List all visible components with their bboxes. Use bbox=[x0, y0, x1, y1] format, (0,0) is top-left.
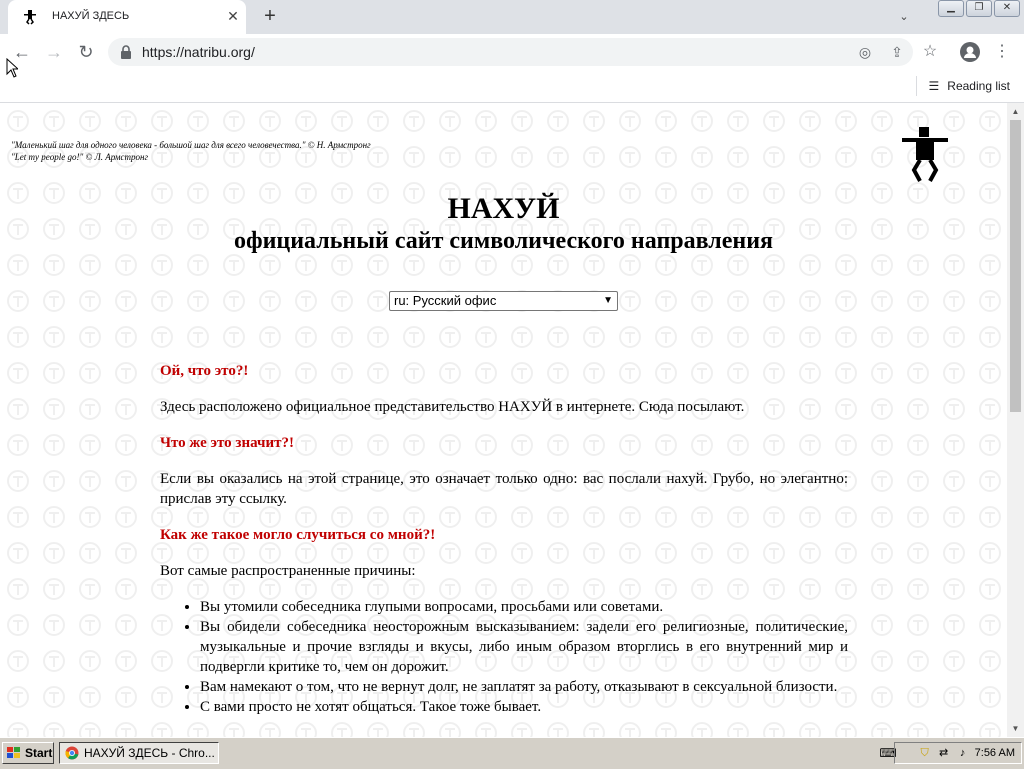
profile-avatar-icon[interactable] bbox=[958, 40, 982, 64]
shield-icon[interactable]: ⛉ bbox=[920, 747, 929, 759]
main-content bbox=[160, 361, 848, 717]
page-title: НАХУЙ bbox=[447, 192, 560, 225]
reading-list-label: Reading list bbox=[947, 79, 1010, 93]
taskbar-chrome-window[interactable] bbox=[59, 742, 219, 764]
url-text[interactable]: https://natribu.org/ bbox=[142, 44, 255, 60]
stick-figure-favicon-icon bbox=[22, 9, 38, 25]
list-item: • Вы утомили собеседника глупыми вопросами, просьбами или советами. bbox=[200, 597, 848, 617]
bookmark-star-icon[interactable]: ☆ bbox=[922, 43, 938, 60]
restore-icon[interactable]: ❐ bbox=[966, 0, 992, 17]
clock: 7:56 AM bbox=[974, 747, 1015, 759]
paragraph-2: Если вы оказались на этой странице, это означает только одно: вас послали нахуй. Грубо, но элегантно: прислав эту ссылку. bbox=[160, 471, 848, 507]
menu-kebab-icon[interactable]: ⋮ bbox=[994, 43, 1010, 60]
new-tab-icon[interactable]: + bbox=[264, 5, 276, 27]
quotes-block bbox=[11, 139, 371, 163]
lets-my-people-go-quote: "Let my people go!" © Л. Армстронг bbox=[11, 152, 148, 162]
reasons-list bbox=[160, 597, 848, 717]
window-controls bbox=[938, 0, 1020, 17]
list-item: • Вы обидели собеседника неосторожным высказыванием: задели его религиозные, политические, музыкальные и прочие взгляды и вкусы, либо иным образом вторглись в его внутренний мир и подвергли критике то, чем он дорожит. bbox=[200, 617, 848, 677]
tab-search-chevron-icon[interactable]: ⌄ bbox=[899, 11, 909, 23]
start-button[interactable] bbox=[2, 742, 54, 764]
system-tray bbox=[894, 742, 1022, 764]
scroll-down-arrow-icon[interactable]: ▼ bbox=[1011, 724, 1020, 733]
reading-list-button[interactable] bbox=[916, 76, 1010, 96]
address-bar[interactable] bbox=[108, 38, 913, 66]
mouse-cursor-icon bbox=[6, 58, 18, 78]
divider bbox=[916, 76, 917, 96]
windows-logo-icon bbox=[6, 746, 22, 760]
chevron-down-icon: ▼ bbox=[603, 295, 613, 306]
share-icon[interactable]: ⇪ bbox=[891, 44, 903, 60]
page-viewport bbox=[0, 103, 1007, 737]
list-item: • С вами просто не хотят общаться. Такое тоже бывает. bbox=[200, 697, 848, 717]
tab-strip bbox=[0, 0, 1024, 34]
keyboard-icon[interactable]: ⌨ bbox=[879, 746, 897, 760]
page-subtitle: официальный сайт символического направления bbox=[233, 228, 774, 254]
tab-title: НАХУЙ ЗДЕСЬ bbox=[52, 10, 130, 22]
lock-icon bbox=[120, 45, 132, 59]
language-select[interactable] bbox=[389, 291, 618, 311]
bookmarks-bar bbox=[0, 70, 1024, 103]
reading-list-icon: ☰ bbox=[928, 79, 940, 93]
vertical-scrollbar[interactable] bbox=[1007, 103, 1024, 737]
paragraph-1: Здесь расположено официальное представительство НАХУЙ в интернете. Сюда посылают. bbox=[160, 399, 745, 415]
stick-figure-logo-icon bbox=[900, 127, 950, 185]
language-selected-value: ru: Русский офис bbox=[394, 293, 497, 308]
minimize-icon[interactable]: ▁ bbox=[938, 0, 964, 17]
browser-tab[interactable] bbox=[8, 0, 246, 34]
armstrong-quote: "Маленький шаг для одного человека - большой шаг для всего человечества." © Н. Армстронг bbox=[11, 140, 371, 150]
chrome-icon bbox=[65, 746, 79, 760]
scrollbar-thumb[interactable] bbox=[1010, 120, 1021, 412]
eye-slash-icon[interactable]: ◎ bbox=[858, 44, 872, 60]
list-item: • Вам намекают о том, что не вернут долг, не заплатят за работу, отказывают в сексуальной близости. bbox=[200, 677, 848, 697]
taskbar-window-label: НАХУЙ ЗДЕСЬ - Chro... bbox=[84, 746, 215, 760]
start-label: Start bbox=[25, 746, 53, 760]
question-heading-2: Что же это значит?! bbox=[160, 435, 294, 451]
question-heading-1: Ой, что это?! bbox=[160, 363, 249, 379]
window-close-icon[interactable]: ✕ bbox=[994, 0, 1020, 17]
windows-taskbar bbox=[0, 737, 1024, 769]
reload-icon[interactable]: ↻ bbox=[78, 42, 94, 62]
paragraph-3: Вот самые распространенные причины: bbox=[160, 563, 416, 579]
question-heading-3: Как же такое могло случиться со мной?! bbox=[160, 527, 436, 543]
speaker-icon[interactable]: ♪ bbox=[959, 747, 966, 759]
network-icon[interactable]: ⇄ bbox=[939, 747, 949, 759]
page-heading bbox=[0, 191, 1007, 255]
back-arrow-icon[interactable]: ← bbox=[13, 42, 31, 62]
scroll-up-arrow-icon[interactable]: ▲ bbox=[1011, 107, 1020, 116]
forward-arrow-icon[interactable]: → bbox=[45, 42, 63, 62]
close-tab-icon[interactable]: ✕ bbox=[227, 8, 239, 24]
